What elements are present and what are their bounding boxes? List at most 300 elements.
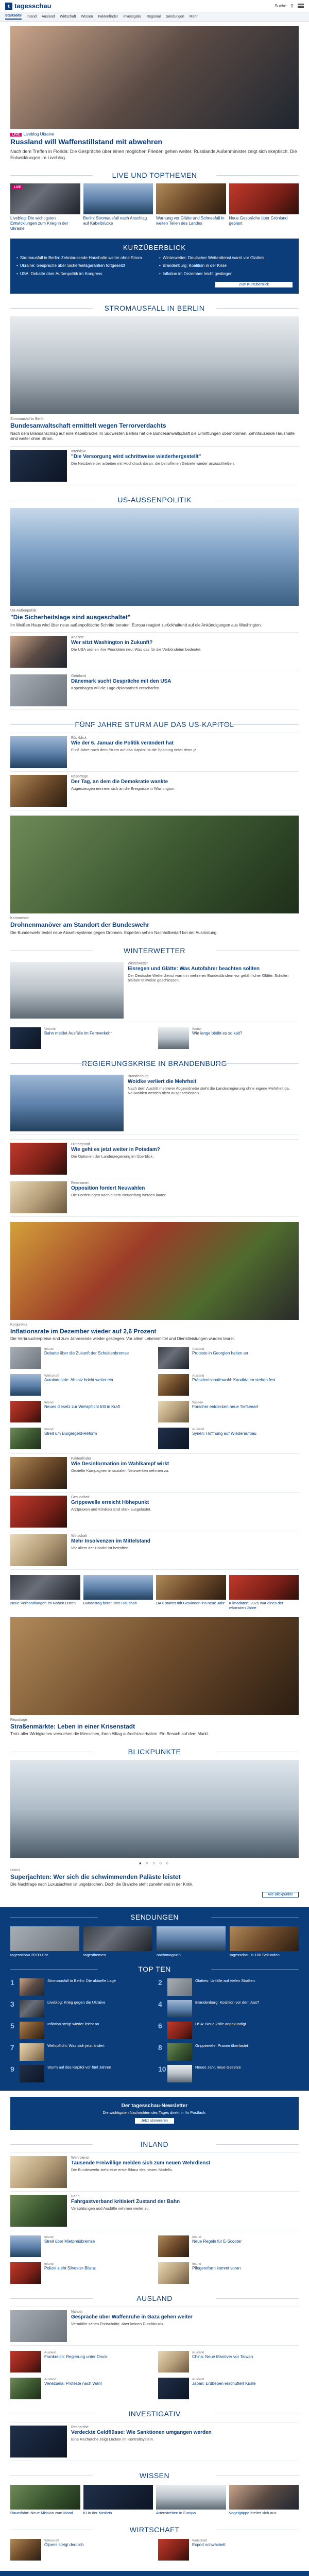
live-card[interactable] (83, 183, 153, 231)
grid-item-body (44, 1374, 113, 1396)
list-item[interactable] (10, 633, 299, 671)
grid-item[interactable] (158, 2262, 299, 2284)
list-item-meta: Recherche (71, 2425, 89, 2429)
list-item-headline: Gespräche über Waffenruhe in Gaza gehen weiter (71, 2314, 193, 2320)
grid-item-caption: Neue Regeln für E-Scooter (192, 2239, 242, 2244)
grid-item[interactable] (10, 1428, 151, 1449)
list-item[interactable] (10, 772, 299, 810)
kurz-title: KURZÜBERBLICK (123, 244, 186, 252)
list-item-image (10, 1181, 67, 1213)
topten-rank: 4 (158, 1999, 162, 2008)
thumb-item[interactable] (156, 1575, 226, 1610)
story-headline[interactable]: Drohnenmanöver am Standort der Bundeswehr (10, 921, 150, 929)
list-item-meta: Nahost (71, 2310, 83, 2314)
blickpunkte-link[interactable]: Alle Blickpunkte (262, 1892, 299, 1897)
thumb-item[interactable] (10, 2485, 80, 2515)
grid-item[interactable] (10, 2235, 151, 2257)
wissen-grid (10, 2485, 299, 2515)
list-item-headline: Grippewelle erreicht Höhepunkt (71, 1499, 149, 1505)
search-icon[interactable]: ⚲ (290, 4, 294, 8)
story-teaser: Die Bundeswehr testet neue Abwehrsysteme gegen Drohnen. Experten sehen Nachholbedarf bei der Ausrüstung. (10, 930, 218, 935)
topten-item[interactable] (158, 2022, 299, 2039)
nav-item[interactable]: Inland (26, 15, 37, 19)
topten-item[interactable] (158, 2000, 299, 2018)
grid-item-image (158, 1401, 189, 1422)
grid-item-body (44, 2539, 83, 2561)
topten-item[interactable] (10, 2065, 151, 2082)
grid-item-body (192, 1401, 258, 1422)
grid-item-image (10, 2351, 41, 2372)
thumb-image (229, 1575, 299, 1600)
grid-item-image (158, 1347, 189, 1369)
hero-kicker (10, 132, 299, 137)
story-meta: Kommentar (10, 917, 29, 921)
grid-item-image (158, 2539, 189, 2561)
grid-item-meta: Ausland (192, 1427, 204, 1431)
list-item-headline: Dänemark sucht Gespräche mit den USA (71, 679, 171, 685)
mid-list (10, 1453, 299, 1570)
grid-item-body (192, 2539, 226, 2561)
lower-content (10, 2097, 299, 2561)
grid-item-image (10, 1027, 41, 1049)
list-item-teaser: Kopenhagen will die Lage diplomatisch entschärfen. (71, 686, 161, 691)
list-item-body (71, 1457, 169, 1489)
story-meta: Stromausfall in Berlin (10, 417, 45, 421)
nav-item[interactable]: Faktenfinder (98, 15, 118, 19)
grid-item-body (192, 2378, 256, 2399)
list-item-meta: Bahn (71, 2194, 80, 2198)
grid-item-caption: Forscher entdecken neue Tiefseeart (192, 1404, 259, 1409)
grid-item[interactable] (10, 1347, 151, 1369)
list-item-meta: Wehrdienst (71, 2156, 90, 2160)
wetter-lead[interactable] (10, 959, 299, 1022)
list-item-image (10, 2156, 67, 2188)
search-link[interactable]: Suche (274, 4, 287, 8)
topten-image (167, 1978, 192, 1996)
grid-item-meta: Ausland (44, 2350, 57, 2354)
story-headline: Woidke verliert die Mehrheit (128, 1078, 197, 1084)
thumb-caption: Neue Verhandlungen im Nahen Osten (10, 1600, 76, 1605)
newsletter-box (10, 2097, 299, 2130)
topten-rank: 6 (158, 2021, 162, 2030)
topten-caption: Wehrpflicht: Was sich jetzt ändert (47, 2043, 105, 2048)
live-card[interactable] (10, 183, 80, 231)
topten-image (20, 2065, 44, 2082)
grid-item-image (10, 1347, 41, 1369)
list-item-body (71, 2310, 193, 2342)
section-title-wissen: WISSEN (10, 2471, 299, 2480)
topten-item[interactable] (158, 1978, 299, 1996)
list-item[interactable] (10, 1178, 299, 1217)
wetter-grid (10, 1027, 299, 1049)
kurzueberblick-box (10, 239, 299, 294)
list-item-teaser: Arztpraxen und Kliniken sind stark ausgelastet. (71, 1506, 151, 1512)
grid-item-body (192, 2262, 241, 2284)
list-item-body (71, 2426, 212, 2458)
grid-item-image (10, 1374, 41, 1396)
newsletter-text: Die wichtigsten Nachrichten des Tages direkt in Ihr Postfach. (102, 2110, 207, 2115)
live-card-image (229, 183, 299, 214)
live-badge: LIVE (12, 185, 22, 190)
thumb-caption: Bundestag berät über Haushalt (83, 1600, 137, 1605)
list-item-body (71, 2195, 180, 2227)
landtag-body (128, 1075, 299, 1131)
thumb-item[interactable] (156, 2485, 226, 2515)
grid-item[interactable] (10, 2351, 151, 2372)
capitol-story (10, 917, 299, 936)
story-headline[interactable]: Inflationsrate im Dezember wieder auf 2,6 Prozent (10, 1327, 157, 1335)
sendung-image (10, 1926, 79, 1951)
story-headline[interactable]: Straßenmärkte: Leben in einer Krisenstadt (10, 1722, 135, 1730)
thumb-image (156, 1575, 226, 1600)
grid-item[interactable] (10, 2262, 151, 2284)
list-item-teaser: Eine Recherche zeigt Lücken im Kontrollsystem. (71, 2436, 154, 2442)
site-logo[interactable] (5, 2, 52, 10)
list-item-meta: Wirtschaft (71, 1534, 88, 1538)
ausland-list (10, 2307, 299, 2346)
grid-item-body (44, 2378, 101, 2399)
capitol-feature-image[interactable] (10, 816, 299, 913)
carousel-dots[interactable]: ● ○ ○ ○ ○ (139, 1860, 170, 1866)
grid-item[interactable] (10, 1401, 151, 1422)
grid-item-caption: Neues Gesetz zur Wehrpflicht tritt in Kraft (44, 1404, 121, 1409)
sendung-caption: tagesschau in 100 Sekunden (230, 1953, 280, 1958)
blickpunkte-image[interactable] (10, 1760, 299, 1858)
list-item[interactable] (10, 733, 299, 772)
thumb-caption: Artensterben in Europa (156, 2510, 196, 2515)
sendung-card[interactable] (10, 1926, 79, 1957)
sendung-caption: tagesschau 20:00 Uhr (10, 1953, 48, 1958)
grid-item-image (10, 1401, 41, 1422)
grid-item[interactable] (158, 1374, 299, 1396)
grid-item-body (192, 1027, 242, 1049)
grid-item-body (192, 1347, 248, 1369)
thumb-image (10, 1575, 80, 1600)
list-item-body (71, 1534, 150, 1566)
section-title-us: US-AUSSENPOLITIK (10, 496, 299, 504)
list-item-teaser: Die Bundeswehr zieht eine erste Bilanz des neuen Modells. (71, 2167, 173, 2172)
list-item[interactable] (10, 1531, 299, 1570)
list-item-image (10, 2195, 67, 2227)
grid-item-image (10, 1428, 41, 1449)
section-title-blickpunkte: BLICKPUNKTE (10, 1748, 299, 1756)
section-title-inland: INLAND (10, 2140, 299, 2148)
list-item[interactable] (10, 671, 299, 710)
grid-item-body (44, 1428, 97, 1449)
nav-item[interactable]: Ausland (41, 15, 55, 19)
list-item[interactable] (10, 2307, 299, 2346)
story-teaser: Trotz aller Widrigkeiten versuchen die Menschen, ihren Alltag aufrechtzuerhalten. Ein Besuch auf dem Markt. (10, 1732, 209, 1737)
grid-item-body (44, 1401, 120, 1422)
kurz-link[interactable]: Zum Kurzüberblick (215, 282, 293, 287)
grid-item-image (158, 2235, 189, 2257)
strom-story (10, 417, 299, 442)
section-title-wirtschaft: WIRTSCHAFT (10, 2526, 299, 2534)
topten-item[interactable] (10, 2022, 151, 2039)
list-item-headline: Der Tag, an dem die Demokratie wankte (71, 779, 168, 785)
grid-item-caption: Pflegereform kommt voran (192, 2265, 241, 2270)
grid-item[interactable] (10, 2539, 151, 2561)
us-story (10, 609, 299, 628)
nav-item[interactable]: Mehr (189, 15, 198, 19)
grid-item[interactable] (158, 1401, 299, 1422)
thumb-item[interactable] (229, 2485, 299, 2515)
grid-item-body (44, 1027, 112, 1049)
story-headline[interactable]: "Die Sicherheitslage sind ausgeschaltet" (10, 614, 131, 621)
list-item-headline: Wie der 6. Januar die Politik verändert hat (71, 740, 174, 747)
list-item-headline: Mehr Insolvenzen im Mittelstand (71, 1538, 150, 1544)
topten-item[interactable] (158, 2043, 299, 2061)
list-item-teaser: Gezielte Kampagnen in sozialen Netzwerken nehmen zu. (71, 1468, 169, 1473)
thumb-caption: Raumfahrt: Neue Mission zum Mond (10, 2510, 73, 2515)
grid-item[interactable] (158, 1027, 299, 1049)
nav-item[interactable]: Regional (146, 15, 161, 19)
topten-image (167, 2065, 192, 2082)
main-content (10, 26, 299, 1897)
grid-item-caption: Japan: Erdbeben erschüttert Küste (192, 2381, 256, 2386)
grid-item-image (10, 2235, 41, 2257)
live-card[interactable] (229, 183, 299, 231)
topten-item[interactable] (10, 2043, 151, 2061)
logo-text: tagesschau (14, 2, 52, 10)
investigativ-list (10, 2422, 299, 2461)
logo-mark-icon: t (5, 3, 12, 10)
list-item-teaser: Die Forderungen nach einem Neuanfang werden lauter. (71, 1192, 167, 1197)
list-item-teaser: Fünf Jahre nach dem Sturm auf das Kapitol ist die Spaltung tiefer denn je. (71, 748, 198, 753)
list-item-headline: Fahrgastverband kritisiert Zustand der Bahn (71, 2198, 180, 2205)
topten-caption: Glatteis: Unfälle auf vielen Straßen (195, 1978, 255, 1983)
section-title-ausland: AUSLAND (10, 2294, 299, 2302)
topten-image (20, 2022, 44, 2039)
grid-item[interactable] (158, 2539, 299, 2561)
newsletter-button[interactable]: Jetzt abonnieren (135, 2118, 174, 2124)
topten-image (167, 2000, 192, 2018)
landtag-lead[interactable] (10, 1072, 299, 1135)
grid-item-image (158, 2262, 189, 2284)
sendung-caption: nachtmagazin (157, 1953, 181, 1958)
kurz-grid (16, 256, 293, 277)
grid-item[interactable] (158, 2235, 299, 2257)
nav-item[interactable]: Startseite (5, 14, 22, 20)
nav-item[interactable]: Investigativ (123, 15, 142, 19)
list-item[interactable] (10, 1140, 299, 1178)
grid-item[interactable] (158, 2351, 299, 2372)
list-item-meta: Rückblick (71, 736, 87, 740)
kurz-item[interactable]: • USA: Debatte über Außenpolitik im Kongress (16, 272, 150, 277)
hero-image[interactable] (10, 26, 299, 129)
kurz-item[interactable]: • Ukraine: Gespräche über Sicherheitsgarantien fortgesetzt (16, 263, 150, 268)
sendung-card[interactable] (230, 1926, 299, 1957)
thumb-image (10, 2485, 80, 2510)
market-feature-image[interactable] (10, 1222, 299, 1320)
thumb-item[interactable] (83, 2485, 153, 2515)
thumb-caption: Klimadaten: 2025 war eines der wärmsten Jahre (229, 1600, 283, 1610)
grid-item[interactable] (158, 1347, 299, 1369)
list-item-teaser: Augenzeugen erinnern sich an die Ereignisse in Washington. (71, 786, 176, 791)
topten-rank: 5 (10, 2021, 14, 2030)
section-title-landtag: REGIERUNGSKRISE IN BRANDENBURG (10, 1059, 299, 1067)
grid-item-caption: Streit um Bürgergeld-Reform (44, 1431, 97, 1436)
wetter-body (128, 962, 299, 1019)
topten-rank: 9 (10, 2064, 14, 2073)
ausland-grid (10, 2351, 299, 2399)
grid-item-caption: Proteste in Georgien halten an (192, 1350, 248, 1355)
grid-item[interactable] (10, 1374, 151, 1396)
list-item-teaser: Verspätungen und Ausfälle nehmen weiter zu. (71, 2206, 150, 2211)
list-item[interactable] (10, 447, 299, 485)
thumb-item[interactable] (83, 1575, 153, 1610)
list-item-meta: Faktenfinder (71, 1456, 91, 1461)
story-teaser: Im Weißen Haus wird über neue außenpolitische Schritte beraten. Europa reagiert zurückhaltend auf die Ankündigungen aus Washington. (10, 622, 262, 628)
grid-item-caption: Polizei zieht Silvester-Bilanz (44, 2265, 96, 2270)
topten-caption: Liveblog: Krieg gegen die Ukraine (47, 1999, 106, 2005)
topten-item[interactable] (158, 2065, 299, 2082)
closing-feature-image[interactable] (10, 1617, 299, 1715)
grid-item-meta: Ausland (192, 1374, 204, 1378)
grid-item-image (10, 2539, 41, 2561)
hero-headline[interactable]: Russland will Waffenstillstand mit abwehren (10, 138, 163, 146)
grid-item-meta: Inland (44, 1427, 54, 1431)
list-item-body (71, 736, 198, 768)
story-teaser: Nach dem Austritt mehrerer Abgeordneter steht die Landesregierung ohne eigene Mehrheit da. Neuwahlen werden nicht ausgeschlossen. (128, 1086, 290, 1096)
thumb-image (83, 2485, 153, 2510)
list-item-headline: Wie Desinformation im Wahlkampf wirkt (71, 1461, 169, 1467)
list-item-teaser: Vor allem der Handel ist betroffen. (71, 1545, 130, 1550)
thumb-item[interactable] (229, 1575, 299, 1610)
grid-item-meta: Inland (44, 1400, 54, 1404)
list-item[interactable] (10, 2153, 299, 2192)
list-item-meta: Grönland (71, 674, 86, 679)
grid-item-caption: Venezuela: Proteste nach Wahl (44, 2381, 102, 2386)
hero-teaser: Nach dem Treffen in Florida: Die Gespräche über einen möglichen Frieden gehen weiter. Russlands Außenminister zeigt sich skeptisch. Die Entwicklungen im Liveblog. (10, 148, 297, 160)
grid-item-meta: Ausland (192, 2377, 204, 2381)
topten-rank: 10 (158, 2064, 166, 2073)
topten-caption: USA: Neue Zölle angekündigt (195, 2021, 246, 2026)
grid-item-caption: Wie lange bleibt es so kalt? (192, 1030, 243, 1036)
strom-list (10, 446, 299, 485)
grid-item-body (44, 2262, 96, 2284)
grid-item-body (44, 2235, 95, 2257)
sendung-card[interactable] (157, 1926, 226, 1957)
grid-item[interactable] (158, 2378, 299, 2399)
list-item-body (71, 2156, 210, 2188)
live-card-image (10, 183, 80, 214)
list-item-body (71, 674, 171, 706)
list-item-headline: "Die Versorgung wird schrittweise wiederhergestellt" (71, 454, 201, 460)
grid-item-image (158, 2378, 189, 2399)
kurz-item[interactable]: • Stromausfall in Berlin: Zehntausende Haushalte weiter ohne Strom (16, 256, 150, 261)
nav-item[interactable]: Wirtschaft (60, 15, 76, 19)
sendung-card[interactable] (83, 1926, 152, 1957)
sendung-image (230, 1926, 299, 1951)
grid-item-caption: Autoindustrie: Absatz bricht weiter ein (44, 1377, 113, 1382)
live-card-caption: Warnung vor Glätte und Schneefall in weiten Teilen des Landes (156, 216, 225, 226)
closing-story (10, 1718, 299, 1737)
list-item-headline: Opposition fordert Neuwahlen (71, 1185, 145, 1191)
topten-item[interactable] (10, 1978, 151, 1996)
kurz-item[interactable]: • Brandenburg: Koalition in der Krise (159, 263, 293, 268)
sendung-image (83, 1926, 152, 1951)
nav-item[interactable]: Wissen (81, 15, 93, 19)
section-title-sendungen: SENDUNGEN (10, 1913, 299, 1921)
list-item-teaser: Die Optionen der Landesregierung im Überblick. (71, 1154, 154, 1159)
thumb-item[interactable] (10, 1575, 80, 1610)
thumb-caption: Vogelgrippe breitet sich aus (229, 2510, 277, 2515)
story-headline[interactable]: Bundesanwaltschaft ermittelt wegen Terrorverdachts (10, 422, 166, 430)
list-item-image (10, 450, 67, 482)
grid-item-caption: Syrien: Hoffnung auf Wiederaufbau (192, 1431, 256, 1436)
topten-image (20, 2043, 44, 2061)
grid-item-caption: Export schwächelt (192, 2542, 226, 2547)
nav-item[interactable]: Sendungen (165, 15, 184, 19)
list-item-image (10, 674, 67, 706)
grid-item-body (192, 1428, 256, 1449)
top-bar (0, 0, 309, 12)
grid-item-image (158, 1027, 189, 1049)
topten-caption: Brandenburg: Koalition vor dem Aus? (195, 1999, 260, 2005)
grid-item-meta: Verkehr (44, 1027, 56, 1031)
grid-item-image (158, 1374, 189, 1396)
list-item[interactable] (10, 1493, 299, 1531)
story-meta: US-Außenpolitik (10, 609, 37, 613)
grid-item[interactable] (10, 2378, 151, 2399)
list-item[interactable] (10, 1454, 299, 1493)
thumb-image (156, 2485, 226, 2510)
story-headline[interactable]: Superjachten: Wer sich die schwimmenden Paläste leistet (10, 1873, 181, 1880)
grid-item[interactable] (158, 1428, 299, 1449)
section-title-wetter: WINTERWETTER (10, 946, 299, 955)
live-card[interactable] (156, 183, 226, 231)
sendungen-grid (10, 1926, 299, 1957)
list-item-body (71, 1181, 166, 1213)
grid-item-meta: Inland (44, 2235, 54, 2239)
sendung-caption: tagesthemen (83, 1953, 106, 1958)
strom-feature-image[interactable] (10, 316, 299, 414)
list-item[interactable] (10, 2192, 299, 2230)
grid-item-body (192, 2351, 253, 2372)
section-title-live: LIVE UND TOPTHEMEN (10, 171, 299, 179)
list-item-image (10, 2310, 67, 2342)
list-item-meta: Reaktionen (71, 1181, 90, 1185)
us-feature-image[interactable] (10, 508, 299, 606)
grid-item-meta: Wetter (192, 1027, 202, 1031)
kurz-item[interactable]: • Inflation im Dezember leicht gestiegen (159, 272, 293, 277)
mid-grid (10, 1575, 299, 1610)
story-meta: Konjunktur (10, 1323, 28, 1327)
thumb-caption: DAX startet mit Gewinnen ins neue Jahr (156, 1600, 225, 1605)
list-item[interactable] (10, 2422, 299, 2461)
topten-image (167, 2043, 192, 2061)
kurz-item[interactable]: • Winterwetter: Deutscher Wetterdienst warnt vor Glatteis (159, 256, 293, 261)
grid-item-caption: Debatte über die Zukunft der Schuldenbremse (44, 1350, 129, 1355)
section-title-investigativ: INVESTIGATIV (10, 2410, 299, 2418)
grid-item[interactable] (10, 1027, 151, 1049)
list-item-image (10, 1143, 67, 1175)
list-item-headline: Tausende Freiwillige melden sich zum neuen Wehrdienst (71, 2160, 211, 2166)
inland-list (10, 2153, 299, 2230)
topten-item[interactable] (10, 2000, 151, 2018)
grid-item-body (44, 1347, 129, 1369)
grid-item-image (10, 2378, 41, 2399)
topten-rank: 2 (158, 1978, 162, 1987)
sendungen-block (0, 1907, 309, 2090)
list-item-body (71, 636, 201, 668)
list-item-headline: Wie geht es jetzt weiter in Potsdam? (71, 1146, 160, 1153)
menu-icon[interactable] (298, 4, 304, 8)
list-item-image (10, 1534, 67, 1566)
blickpunkte-link-wrap (10, 1891, 299, 1897)
grid-item-caption: Bahn meldet Ausfälle im Fernverkehr (44, 1030, 112, 1036)
